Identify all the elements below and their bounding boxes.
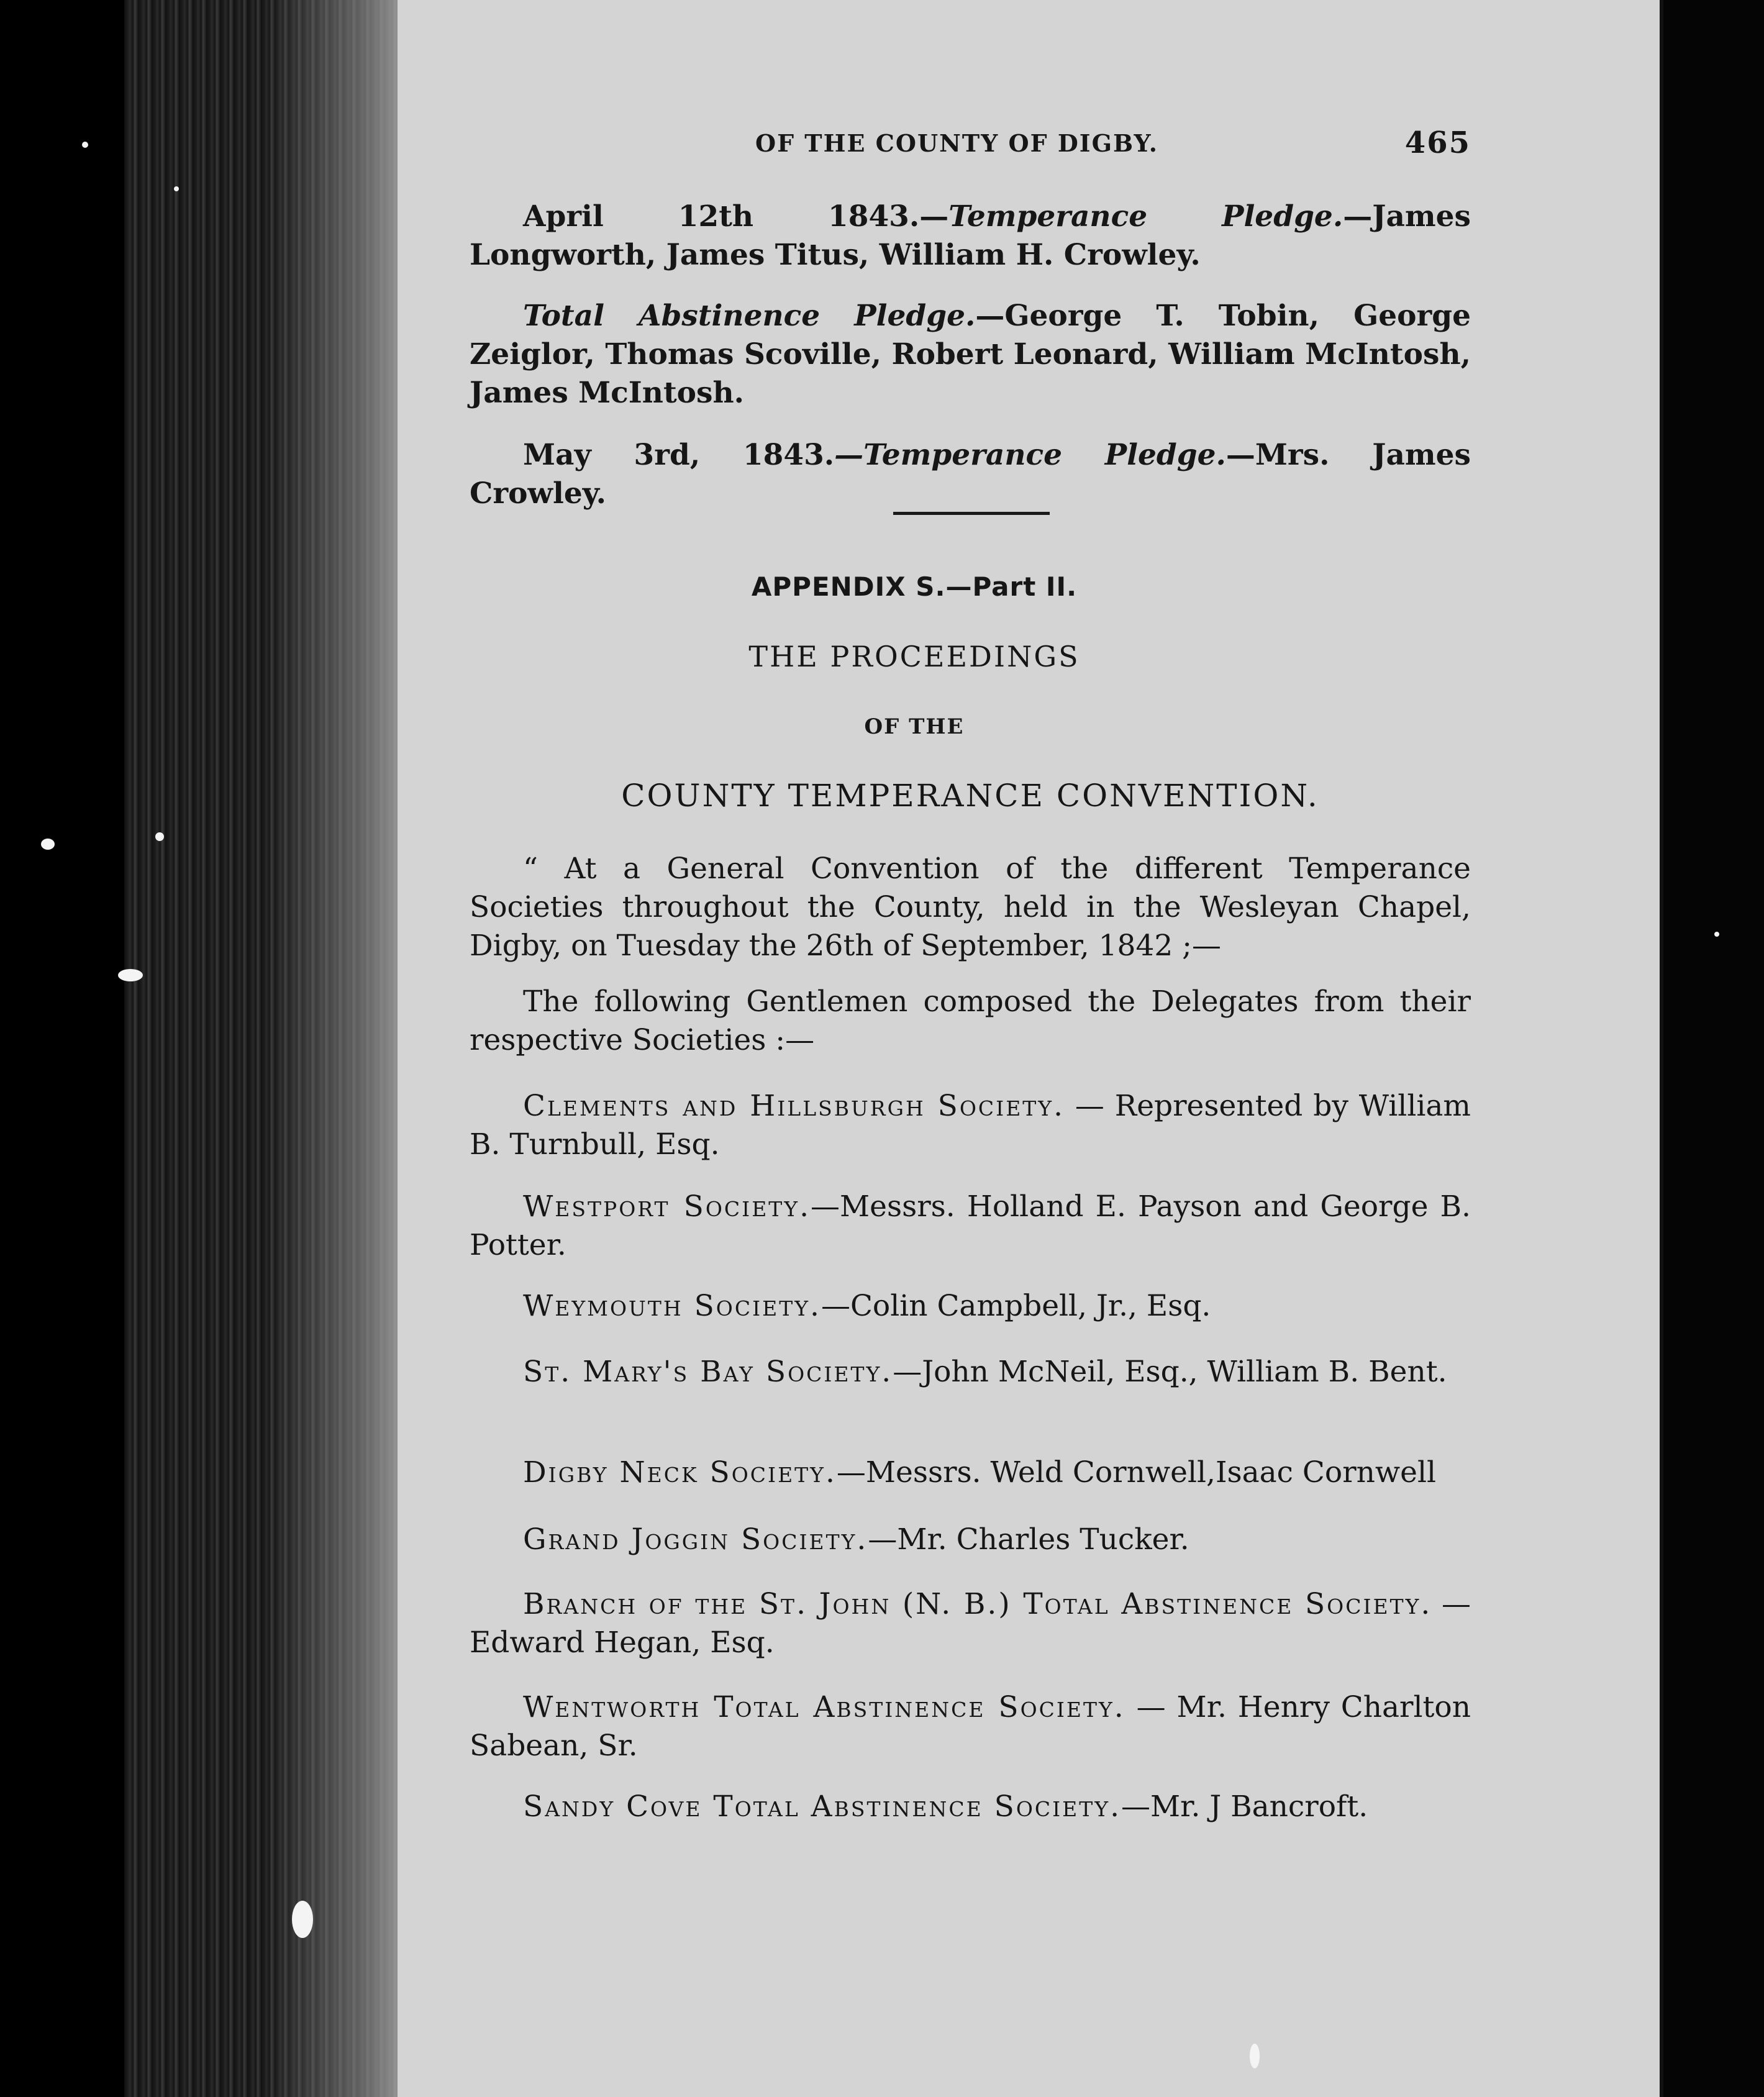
right-margin-strip xyxy=(1663,0,1764,2097)
pledge-entry: April 12th 1843.—Temperance Pledge.—James Longworth, James Titus, William H. Crowley. xyxy=(470,199,1471,272)
pledge-date: April 12th 1843. xyxy=(523,199,920,234)
society-name: Wentworth Total Abstinence Society. xyxy=(523,1690,1125,1724)
society-name: Digby Neck Society. xyxy=(523,1455,837,1490)
dust-speck xyxy=(174,186,179,191)
section-title-line-1: THE PROCEEDINGS xyxy=(748,640,1080,673)
society-name: Clements and Hillsburgh Society. xyxy=(523,1089,1065,1123)
society-entry xyxy=(470,1521,1471,1559)
running-head-title: OF THE COUNTY OF DIGBY. xyxy=(755,129,1158,157)
dust-speck xyxy=(41,839,55,850)
pledge-names: —James Longworth, James Titus, William H. Crowley. xyxy=(470,199,1471,272)
pledge-entry xyxy=(470,297,1471,412)
society-name: St. Mary's Bay Society. xyxy=(523,1355,893,1389)
society-entry xyxy=(470,1788,1471,1826)
intro-paragraph: “ At a General Convention of the different Temperance Societies throughout the County, held in the Wesleyan Chapel, Digby, on Tuesday the 26th of September, 1842 ;— xyxy=(470,852,1471,963)
pledge-type: —Temperance Pledge. xyxy=(834,438,1226,472)
society-entry xyxy=(470,1353,1471,1391)
dust-speck xyxy=(1250,2044,1260,2068)
pledge-entry xyxy=(470,436,1471,513)
society-delegates: —Messrs. Holland E. Payson and George B. Potter. xyxy=(470,1190,1471,1262)
page-number: 465 xyxy=(1404,125,1471,160)
society-name: Branch of the St. John (N. B.) Total Abstinence Society. xyxy=(523,1587,1432,1621)
society-name: Sandy Cove Total Abstinence Society. xyxy=(523,1790,1122,1824)
society-delegates: —Mr. Charles Tucker. xyxy=(868,1522,1189,1557)
society-entry xyxy=(470,1087,1471,1164)
pledge-type: Total Abstinence Pledge. xyxy=(523,299,976,333)
society-entry xyxy=(470,1688,1471,1765)
society-entry xyxy=(470,1188,1471,1265)
society-name: Westport Society. xyxy=(523,1190,811,1224)
society-delegates: — Mr. Henry Charlton Sabean, Sr. xyxy=(470,1690,1471,1763)
society-name: Grand Joggin Society. xyxy=(523,1522,868,1557)
dust-speck xyxy=(1714,932,1719,937)
appendix-title: APPENDIX S.—Part II. xyxy=(751,571,1078,602)
society-entry xyxy=(470,1453,1471,1492)
section-divider xyxy=(893,512,1050,515)
pledge-type: Temperance Pledge. xyxy=(948,199,1343,234)
society-delegates: —Mr. J Bancroft. xyxy=(1121,1790,1368,1824)
dust-speck xyxy=(82,142,88,148)
dust-speck xyxy=(118,969,143,981)
society-delegates: —Messrs. Weld Cornwell,Isaac Cornwell xyxy=(836,1455,1437,1490)
pledge-names: —George T. Tobin, George Zeiglor, Thomas Scoville, Robert Leonard, William McIntosh, James McIntosh. xyxy=(470,299,1471,410)
society-delegates: — Represented by William B. Turnbull, Esq. xyxy=(470,1089,1471,1162)
society-entry xyxy=(470,1585,1471,1662)
section-title-line-3: COUNTY TEMPERANCE CONVENTION. xyxy=(621,778,1319,814)
delegates-intro: The following Gentlemen composed the Delegates from their respective Societies :— xyxy=(470,985,1471,1057)
dust-speck xyxy=(292,1901,313,1938)
society-delegates: —Edward Hegan, Esq. xyxy=(470,1587,1471,1660)
society-delegates: —Colin Campbell, Jr., Esq. xyxy=(821,1289,1211,1323)
pledge-names: —Mrs. James Crowley. xyxy=(470,438,1471,511)
pledge-date: May 3rd, 1843. xyxy=(523,438,835,472)
dust-speck xyxy=(155,832,164,841)
society-delegates: —John McNeil, Esq., William B. Bent. xyxy=(893,1355,1447,1389)
society-name: Weymouth Society. xyxy=(523,1289,821,1323)
running-header xyxy=(470,125,1471,164)
society-entry xyxy=(470,1287,1471,1326)
section-title-line-2: OF THE xyxy=(864,714,965,739)
